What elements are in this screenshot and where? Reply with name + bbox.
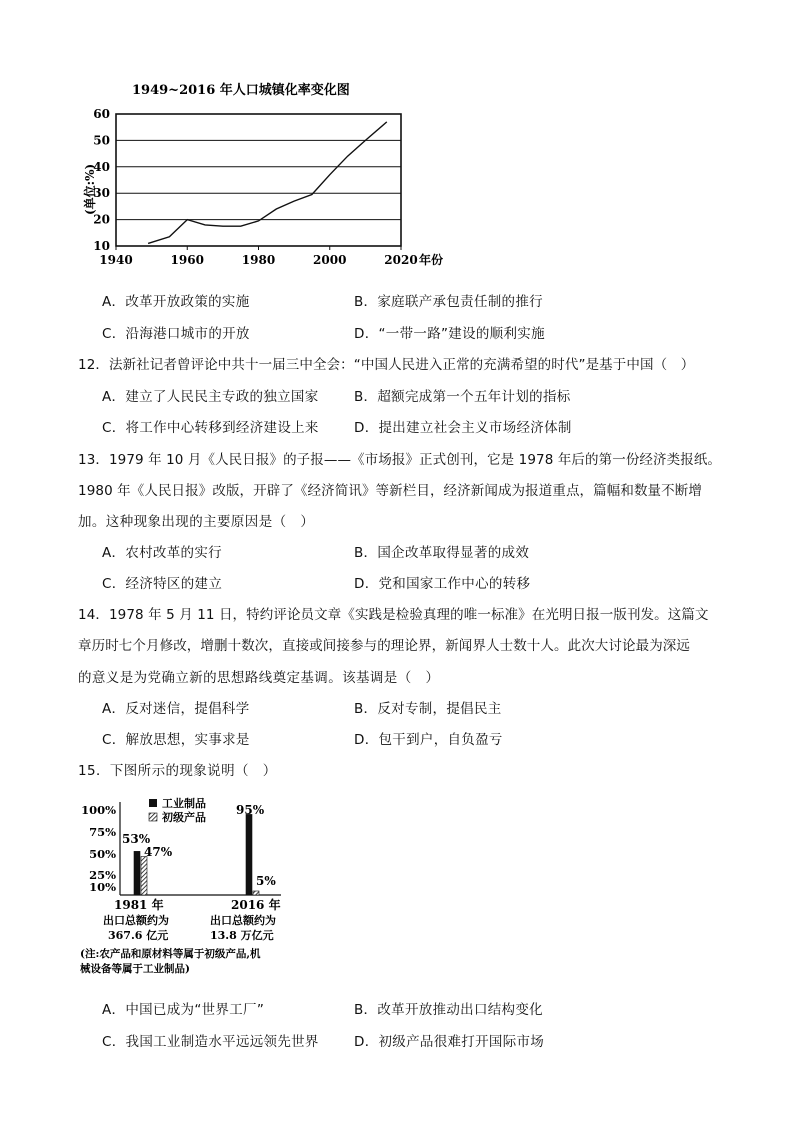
chart2-y-tick-labels xyxy=(81,803,116,894)
chart2-value-label: 5% xyxy=(256,874,276,888)
chart1-y-tick-label: 20 xyxy=(93,212,110,227)
q14-option-b[interactable]: B．反对专制，提倡民主 xyxy=(354,701,502,717)
legend-label-primary: 初级产品 xyxy=(162,811,206,824)
q13-stem-line1: 13．1979 年 10 月《人民日报》的子报——《市场报》正式创刊，它是 1978 年后的第一份经济类报纸。 xyxy=(78,452,722,468)
q11-option-d[interactable]: D．“一带一路”建设的顺利实施 xyxy=(354,326,545,342)
chart1-gridlines xyxy=(116,140,401,250)
chart1-y-tick-label: 60 xyxy=(93,107,110,121)
bar-primary xyxy=(141,857,147,895)
group1-year: 1981 年 xyxy=(114,898,164,912)
chart1-x-tick-label: 1960 xyxy=(170,253,204,267)
q12-option-d[interactable]: D．提出建立社会主义市场经济体制 xyxy=(354,420,572,436)
q15-option-a[interactable]: A．中国已成为“世界工厂” xyxy=(102,1002,265,1018)
chart1-x-tick-label: 1940 xyxy=(99,253,133,267)
q13-stem-line2: 1980 年《人民日报》改版，开辟了《经济简讯》等新栏目，经济新闻成为报道重点，篇幅和数量不断增 xyxy=(78,483,702,499)
chart1-plot-frame xyxy=(116,114,401,246)
q12-option-a[interactable]: A．建立了人民民主专政的独立国家 xyxy=(102,389,319,405)
chart1-y-tick-label: 30 xyxy=(93,186,110,201)
group2-year: 2016 年 xyxy=(231,898,281,912)
export-structure-bar-chart xyxy=(76,794,316,980)
q13-option-a[interactable]: A．农村改革的实行 xyxy=(102,545,222,561)
q15-option-b[interactable]: B．改革开放推动出口结构变化 xyxy=(354,1002,543,1018)
q13-stem-line3: 加。这种现象出现的主要原因是（ ） xyxy=(78,514,315,530)
bar-industrial xyxy=(134,851,140,895)
chart2-value-label: 95% xyxy=(236,803,265,817)
q14-stem-line1: 14．1978 年 5 月 11 日，特约评论员文章《实践是检验真理的唯一标准》在光明日报一版刊发。这篇文 xyxy=(78,607,709,623)
legend-swatch-industrial xyxy=(149,799,157,807)
urbanization-line-chart xyxy=(80,78,460,274)
q11-option-a[interactable]: A．改革开放政策的实施 xyxy=(102,294,250,310)
q14-stem-line3: 的意义是为党确立新的思想路线奠定基调。该基调是（ ） xyxy=(78,670,440,686)
chart1-title: 1949~2016 年人口城镇化率变化图 xyxy=(132,83,350,98)
group2-desc1: 出口总额约为 xyxy=(210,914,276,927)
q13-option-b[interactable]: B．国企改革取得显著的成效 xyxy=(354,545,530,561)
chart1-y-tick-label: 40 xyxy=(93,159,110,174)
q13-option-c[interactable]: C．经济特区的建立 xyxy=(102,576,223,592)
bar-industrial xyxy=(246,814,252,895)
chart2-value-label: 53% xyxy=(122,832,151,846)
q15-option-d[interactable]: D．初级产品很难打开国际市场 xyxy=(354,1034,545,1050)
bar-primary xyxy=(253,891,259,895)
chart2-y-tick-label: 100% xyxy=(81,803,116,817)
chart1-xlabel: 年份 xyxy=(419,253,444,267)
chart2-value-label: 47% xyxy=(144,845,173,859)
chart2-note-line1: (注:农产品和原材料等属于初级产品,机 xyxy=(80,948,261,960)
q11-option-b[interactable]: B．家庭联产承包责任制的推行 xyxy=(354,294,543,310)
group1-desc2: 367.6 亿元 xyxy=(108,929,169,942)
q15-stem: 15．下图所示的现象说明（ ） xyxy=(78,763,277,779)
chart2-y-tick-label: 10% xyxy=(89,880,116,894)
q14-option-d[interactable]: D．包干到户，自负盈亏 xyxy=(354,732,503,748)
chart1-y-tick-label: 50 xyxy=(93,133,110,148)
chart1-x-tick-label: 2000 xyxy=(313,253,347,267)
chart2-y-tick-label: 75% xyxy=(89,825,116,839)
q14-stem-line2: 章历时七个月修改，增删十数次，直接或间接参与的理论界，新闻界人士数十人。此次大讨论最为深远 xyxy=(78,638,690,654)
q14-option-c[interactable]: C．解放思想，实事求是 xyxy=(102,732,250,748)
group2-desc2: 13.8 万亿元 xyxy=(210,929,274,942)
chart1-y-tick-label: 10 xyxy=(93,239,110,253)
q13-option-d[interactable]: D．党和国家工作中心的转移 xyxy=(354,576,531,592)
legend-swatch-primary xyxy=(149,813,157,821)
chart1-x-tick-label: 2020 xyxy=(384,253,418,267)
q12-stem: 12．法新社记者曾评论中共十一届三中全会：“中国人民进入正常的充满希望的时代”是基于中国（ ） xyxy=(78,357,695,373)
group1-desc1: 出口总额约为 xyxy=(103,914,169,927)
chart2-y-tick-label: 50% xyxy=(89,847,116,861)
legend-label-industrial: 工业制品 xyxy=(162,797,206,810)
q11-option-c[interactable]: C．沿海港口城市的开放 xyxy=(102,326,250,342)
q12-option-b[interactable]: B．超额完成第一个五年计划的指标 xyxy=(354,389,571,405)
q14-option-a[interactable]: A．反对迷信，提倡科学 xyxy=(102,701,250,717)
q15-option-c[interactable]: C．我国工业制造水平远远领先世界 xyxy=(102,1034,319,1050)
chart2-y-tick-label: 25% xyxy=(89,868,116,882)
q12-option-c[interactable]: C．将工作中心转移到经济建设上来 xyxy=(102,420,319,436)
chart2-note-line2: 械设备等属于工业制品) xyxy=(80,963,190,975)
chart1-x-tick-labels xyxy=(99,252,443,267)
chart1-x-tick-label: 1980 xyxy=(241,253,276,267)
chart1-ylabel: (单位:%) xyxy=(83,163,97,215)
